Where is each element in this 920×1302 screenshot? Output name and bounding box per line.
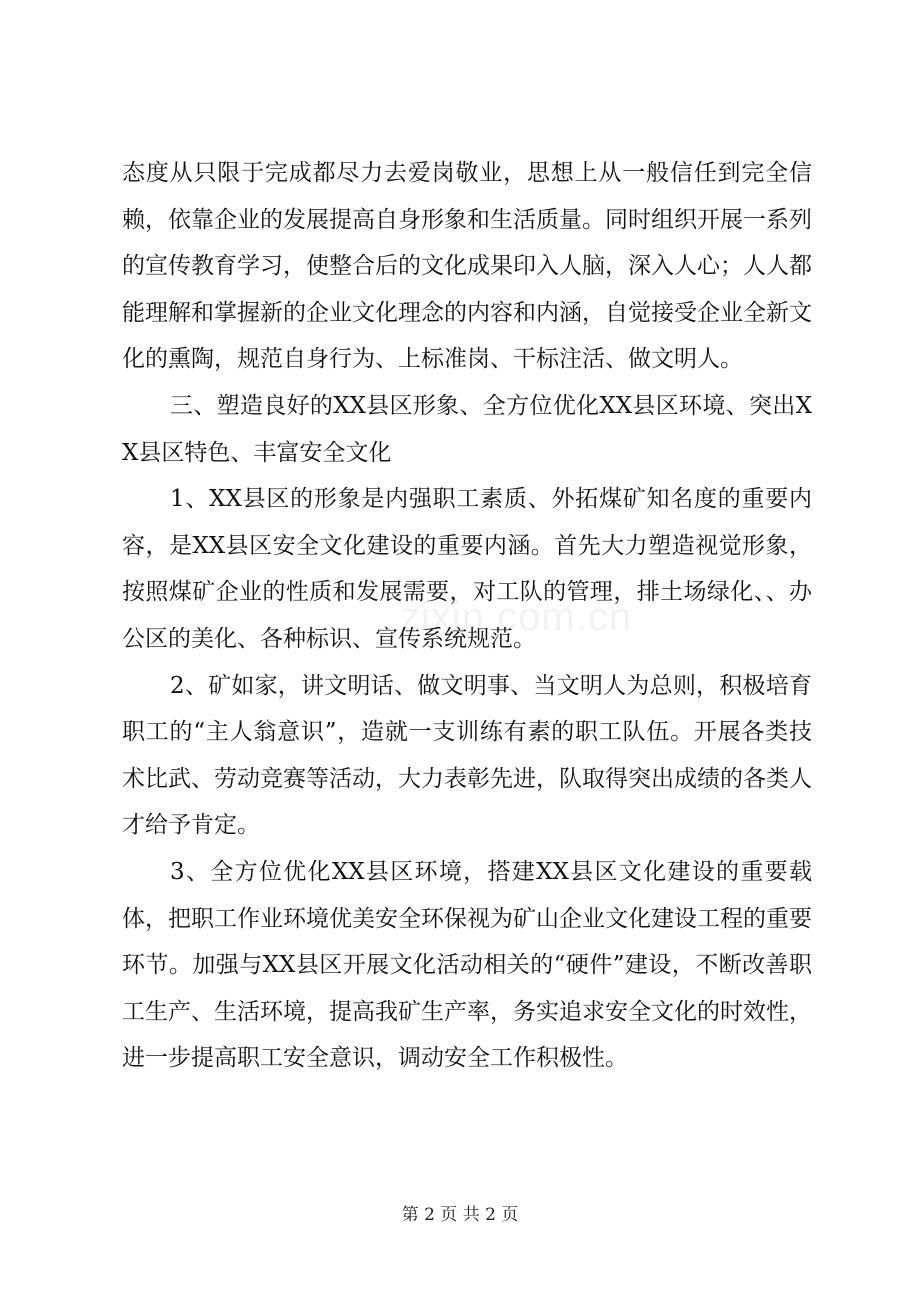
paragraph-item-3: 3、全方位优化XX县区环境，搭建XX县区文化建设的重要载体，把职工作业环境优美安全环保视为矿山企业文化建设工程的重要环节。加强与XX县区开展文化活动相关的“硬件”建设，不断改善职工生产、生活环境，提高我矿生产率，务实追求安全文化的时效性，进一步提高职工安全意识，调动安全工作积极性。 [122,858,812,1072]
page-footer: 第 2 页 共 2 页 [401,1205,519,1225]
watermark: zixin.com.cn [400,595,633,639]
paragraph-continuation: 态度从只限于完成都尽力去爱岗敬业，思想上从一般信任到完全信赖，依靠企业的发展提高自身形象和生活质量。同时组织开展一系列的宣传教育学习，使整合后的文化成果印入人脑，深入人心；人人都能理解和掌握新的企业文化理念的内容和内涵，自觉接受企业全新文化的熏陶，规范自身行为、上标准岗、干标注活、做文明人。 [122,160,812,373]
section-heading-3: 三、塑造良好的XX县区形象、全方位优化XX县区环境、突出XX县区特色、丰富安全文化 [122,392,812,466]
document-body [122,150,812,1082]
paragraph-item-2: 2、矿如家，讲文明话、做文明事、当文明人为总则，积极培育职工的“主人翁意识”，造就一支训练有素的职工队伍。开展各类技术比武、劳动竞赛等活动，大力表彰先进，队取得突出成绩的各类人才给予肯定。 [122,672,812,839]
paragraph-item-1: 1、XX县区的形象是内强职工素质、外拓煤矿知名度的重要内容，是XX县区安全文化建设的重要内涵。首先大力塑造视觉形象，按照煤矿企业的性质和发展需要，对工队的管理，排土场绿化、、办公区的美化、各种标识、宣传系统规范。 [122,486,812,652]
